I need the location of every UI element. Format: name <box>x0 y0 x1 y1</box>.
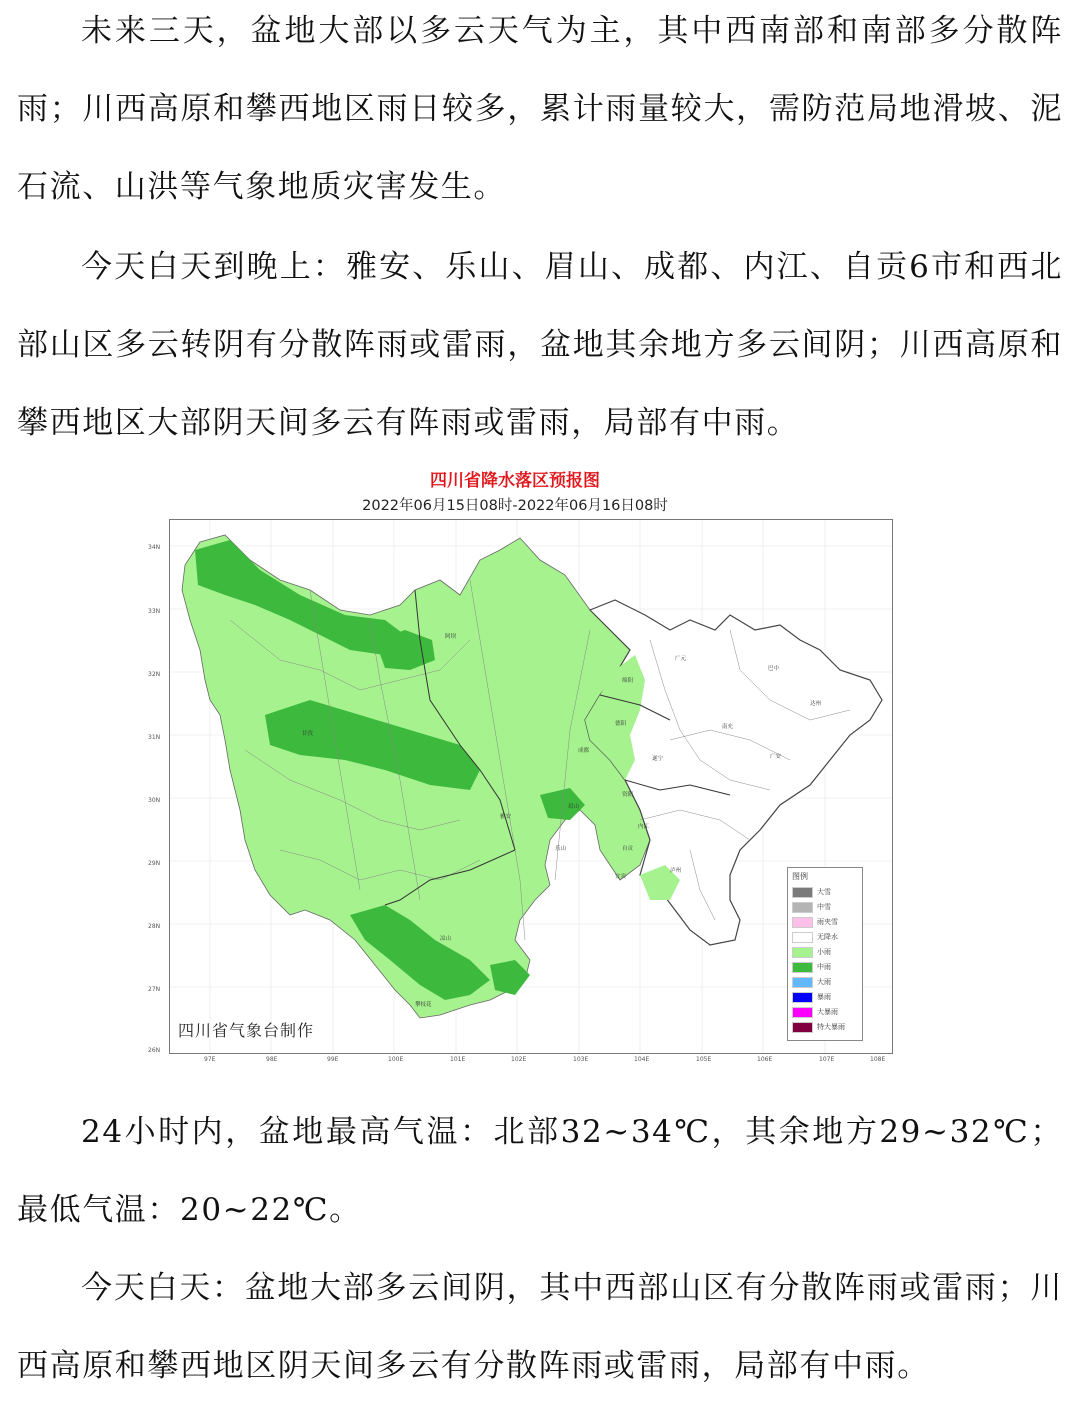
legend-swatch <box>792 932 813 943</box>
city-label-neijiang: 内江 <box>638 824 650 830</box>
legend-item <box>792 886 831 898</box>
y-tick-label: 28N <box>148 923 161 930</box>
city-label-guangyuan: 广元 <box>675 656 687 662</box>
forecast-paragraph-temperature: 24小时内，盆地最高气温：北部32~34℃，其余地方29~32℃；最低气温：20~22℃。 <box>17 1114 1063 1228</box>
map-credit: 四川省气象台制作 <box>178 1021 315 1040</box>
legend-item <box>792 961 831 973</box>
city-label-dazhou: 达州 <box>810 701 822 707</box>
city-label-aba: 阿坝 <box>445 634 457 640</box>
city-label-ziyang: 资阳 <box>622 792 634 798</box>
legend-item <box>792 946 831 958</box>
legend-label: 大雨 <box>817 978 831 986</box>
y-tick-label: 29N <box>148 860 161 867</box>
legend-swatch <box>792 887 813 898</box>
legend-swatch <box>792 947 813 958</box>
x-tick-label: 100E <box>388 1056 404 1063</box>
x-tick-label: 101E <box>450 1056 466 1063</box>
x-tick-label: 97E <box>204 1056 216 1063</box>
city-label-deyang: 德阳 <box>615 721 627 727</box>
x-tick-label: 102E <box>511 1056 527 1063</box>
legend-item <box>792 901 831 913</box>
legend-swatch <box>792 917 813 928</box>
legend-swatch <box>792 962 813 973</box>
city-label-mianyang: 绵阳 <box>622 678 634 684</box>
legend-item <box>792 916 838 928</box>
legend-swatch <box>792 902 813 913</box>
map-title: 四川省降水落区预报图 <box>430 471 600 491</box>
city-label-luzhou: 泸州 <box>670 868 682 874</box>
forecast-paragraph-three-day: 未来三天，盆地大部以多云天气为主，其中西南部和南部多分散阵雨；川西高原和攀西地区雨日较多，累计雨量较大，需防范局地滑坡、泥石流、山洪等气象地质灾害发生。 <box>17 13 1063 205</box>
legend-label: 大雪 <box>817 888 831 896</box>
city-label-chengdu: 成都 <box>578 748 590 754</box>
y-tick-label: 31N <box>148 734 161 741</box>
legend-label: 中雪 <box>817 903 831 911</box>
map-frame <box>169 519 893 1054</box>
legend-label: 中雨 <box>817 963 831 971</box>
legend-item <box>792 931 838 943</box>
city-label-leshan: 乐山 <box>555 846 567 852</box>
legend-swatch <box>792 1007 813 1018</box>
map-subtitle: 2022年06月15日08时-2022年06月16日08时 <box>362 498 668 514</box>
legend-label: 小雨 <box>817 948 831 956</box>
x-tick-label: 105E <box>696 1056 712 1063</box>
city-label-meishan: 眉山 <box>568 804 580 810</box>
precipitation-forecast-map <box>130 462 900 1062</box>
legend-label: 雨夹雪 <box>817 918 838 926</box>
map-legend <box>787 867 863 1041</box>
y-tick-label: 32N <box>148 671 161 678</box>
forecast-paragraph-today-tonight: 今天白天到晚上：雅安、乐山、眉山、成都、内江、自贡6市和西北部山区多云转阴有分散阵雨或雷雨，盆地其余地方多云间阴；川西高原和攀西地区大部阴天间多云有阵雨或雷雨，局部有中雨。 <box>17 249 1063 441</box>
y-tick-label: 34N <box>148 544 161 551</box>
x-tick-label: 98E <box>266 1056 278 1063</box>
city-label-panzhihua: 攀枝花 <box>415 1002 432 1008</box>
legend-item <box>792 1006 838 1018</box>
x-tick-label: 108E <box>870 1056 886 1063</box>
city-label-yaan: 雅安 <box>500 814 512 820</box>
city-label-guangan: 广安 <box>770 754 782 760</box>
legend-title: 图例 <box>792 872 808 881</box>
legend-swatch <box>792 992 813 1003</box>
city-label-nanchong: 南充 <box>722 724 734 730</box>
city-label-suining: 遂宁 <box>652 756 664 762</box>
x-tick-label: 104E <box>634 1056 650 1063</box>
city-label-yibin: 宜宾 <box>615 874 627 880</box>
legend-item <box>792 1021 845 1033</box>
x-tick-label: 107E <box>819 1056 835 1063</box>
legend-label: 大暴雨 <box>817 1008 838 1016</box>
legend-swatch <box>792 1022 813 1033</box>
y-tick-label: 26N <box>148 1047 161 1054</box>
x-tick-label: 103E <box>573 1056 589 1063</box>
legend-swatch <box>792 977 813 988</box>
x-tick-label: 99E <box>327 1056 339 1063</box>
y-tick-label: 27N <box>148 986 161 993</box>
legend-label: 无降水 <box>817 933 838 941</box>
city-label-zigong: 自贡 <box>622 846 634 852</box>
city-label-ganzi: 甘孜 <box>302 731 314 737</box>
legend-label: 暴雨 <box>817 993 831 1001</box>
y-tick-label: 33N <box>148 608 161 615</box>
y-tick-label: 30N <box>148 797 161 804</box>
city-label-liangshan: 凉山 <box>440 936 452 942</box>
forecast-paragraph-today-daytime: 今天白天：盆地大部多云间阴，其中西部山区有分散阵雨或雷雨；川西高原和攀西地区阴天间多云有分散阵雨或雷雨，局部有中雨。 <box>17 1270 1063 1384</box>
city-label-bazhong: 巴中 <box>768 666 780 672</box>
x-tick-label: 106E <box>757 1056 773 1063</box>
province-map-svg <box>170 520 892 1053</box>
legend-item <box>792 976 831 988</box>
legend-item <box>792 991 831 1003</box>
legend-label: 特大暴雨 <box>817 1023 845 1031</box>
